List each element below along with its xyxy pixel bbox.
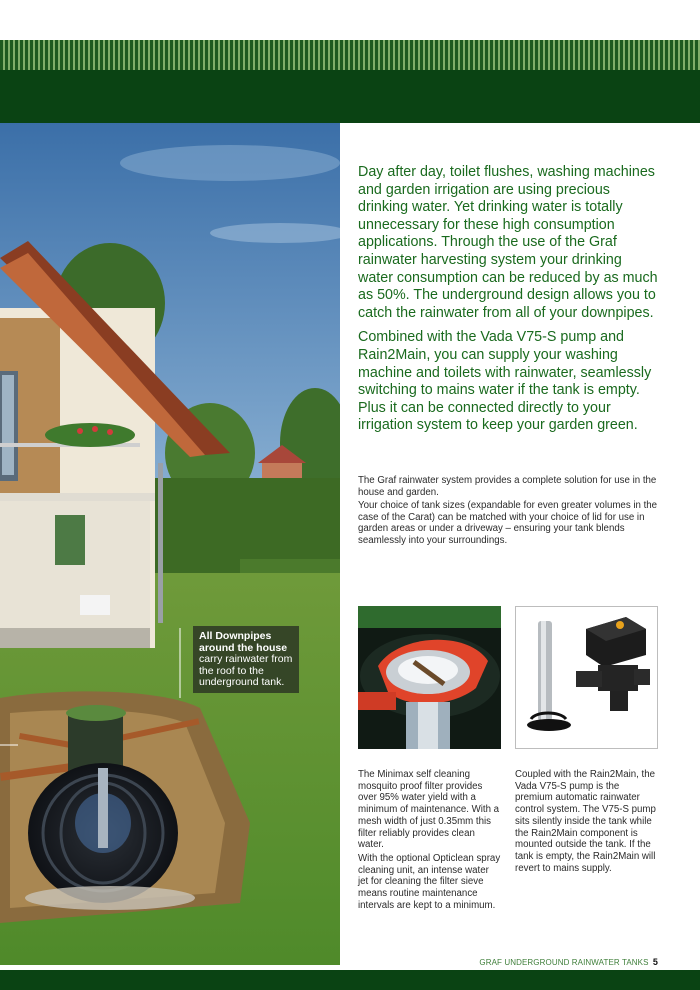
header-band: [0, 70, 700, 123]
header-stripe-band: [0, 40, 700, 70]
filter-caption-paragraph-1: The Minimax self cleaning mosquito proof filter provides over 95% water yield with a minimum of maintenance. With a mesh width of just 0.35mm this filter reliably provides clean water.: [358, 769, 500, 851]
footer-title: GRAF UNDERGROUND RAINWATER TANKS: [479, 958, 649, 967]
filter-caption-paragraph-2: With the optional Opticlean spray cleaning unit, an intense water jet for cleaning the filter sieve means routine maintenance intervals are kept to a minimum.: [358, 852, 501, 911]
filter-photo: [358, 606, 501, 749]
footer-label: [479, 957, 658, 967]
filter-caption: [358, 769, 501, 913]
callout-text: carry rainwater from the roof to the underground tank.: [199, 653, 293, 688]
body-text: [358, 475, 658, 549]
intro-paragraph-2: Combined with the Vada V75-S pump and Rain2Main, you can supply your washing machine and toilets with rainwater, seamlessly switching to mains water if the tank is empty. Plus it can be connected directly to your irrigation system to keep your garden green.: [358, 329, 652, 434]
house-rainwater-illustration: [0, 123, 340, 965]
body-paragraph-2: Your choice of tank sizes (expandable for even greater volumes in the case of the Carat) can be matched with your choice of lid for use in garden areas or under a driveway – ensuring your tank blends seamlessly into your surroundings.: [358, 500, 658, 546]
body-paragraph-1: The Graf rainwater system provides a complete solution for use in the house and garden.: [358, 475, 657, 498]
downpipes-callout: [193, 626, 299, 693]
callout-title: All Downpipes around the house: [199, 630, 288, 654]
intro-paragraph-1: Day after day, toilet flushes, washing machines and garden irrigation are using precious drinking water. Yet drinking water is totally unnecessary for these high consumption applications. Through the use of the Graf rainwater harvesting system your drinking water consumption can be reduced by as much as 50%. The underground design allows you to catch the rainwater from all of your downpipes.: [358, 164, 658, 321]
footer-band: [0, 970, 700, 990]
pump-caption: [515, 769, 658, 876]
page-number: 5: [652, 957, 658, 967]
intro-text: [358, 164, 658, 442]
pump-caption-paragraph-1: Coupled with the Rain2Main, the Vada V75-S pump is the premium automatic rainwater control system. The V75-S pump sits silently inside the tank while the Rain2Main component is mounted outside the tank. If the tank is empty, the Rain2Main will revert to mains supply.: [515, 769, 656, 874]
pump-photo: [515, 606, 658, 749]
